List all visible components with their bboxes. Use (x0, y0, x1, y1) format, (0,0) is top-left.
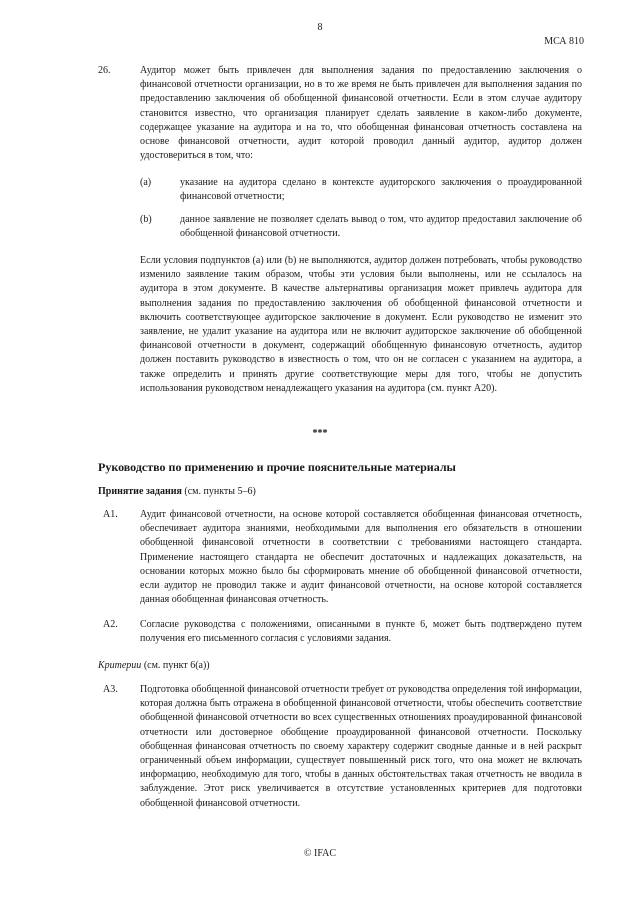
paragraph-26: Аудитор может быть привлечен для выполнения задания по предоставлению заключения о финансовой отчетности организации, но в то же время не быть привлечен для выполнения задания по предоставлению заключения об обобщенной финансовой отчетности. Если в этом случае аудитору становится известно, что организация планирует сделать заявление в каком-либо документе, содержащее указание на аудитора и на то, что обобщенная финансовая отчетность составлена на основе финансовой отчетности, аудит которой проводил данный аудитор, аудитор должен удостовериться в том, что: (140, 65, 582, 162)
subpoint-b-text: данное заявление не позволяет сделать вывод о том, что аудитор предоставил заключение об обобщенной финансовой отчетности. (180, 214, 582, 240)
paragraph-number-a3: A3. (103, 684, 118, 695)
paragraph-number-a2: A2. (103, 619, 118, 630)
paragraph-a1: Аудит финансовой отчетности, на основе которой составляется обобщенная финансовая отчетность, обеспечивает аудитора знаниями, необходимыми для выполнения его обязательств в отношении обобщенной финансовой отчетности в соответствии с требованиями настоящего стандарта. Применение настоящего стандарта не обеспечит достаточных и надлежащих доказательств, на основании которых можно было бы сформировать мнение об обобщенной финансовой отчетности, если аудитор не проводил также и аудит финансовой отчетности, на основе которой составляется данная обобщенная финансовая отчетность. (140, 509, 582, 606)
paragraph-number-a1: A1. (103, 509, 118, 520)
paragraph-a3: Подготовка обобщенной финансовой отчетности требует от руководства определения той информации, которая должна быть отражена в обобщенной финансовой отчетности, чтобы обеспечить соответствие обобщенной финансовой отчетности во всех существенных отношениях проаудированной финансовой отчетности или достоверное обобщение проаудированной финансовой отчетности. Поскольку обобщенная финансовая отчетность по своему характеру содержит сводные данные и в ней раскрыт ограниченный объем информации, существует повышенный риск того, что она может не включать информацию, необходимую для того, чтобы в данных обстоятельствах такая отчетность не вводила в заблуждение. Этот риск увеличивается в отсутствие установленных критериев для подготовки обобщенной финансовой отчетности. (140, 684, 582, 809)
paragraph-a2: Согласие руководства с положениями, описанными в пункте 6, может быть подтверждено путем получения его письменного согласия с условиями задания. (140, 619, 582, 645)
section-heading: Руководство по применению и прочие пояснительные материалы (98, 460, 456, 474)
subheading-acceptance (98, 486, 256, 497)
page-number: 8 (317, 22, 323, 33)
paragraph-number-26: 26. (98, 65, 111, 76)
subheading-criteria-title: Критерии (98, 660, 142, 671)
copyright-footer: © IFAC (303, 848, 337, 859)
subheading-criteria (98, 660, 210, 671)
subheading-criteria-ref: (см. пункт 6(a)) (141, 660, 210, 671)
subpoint-a-label: (a) (140, 177, 152, 188)
subheading-acceptance-ref: (см. пункты 5–6) (181, 486, 256, 497)
subpoint-a-text: указание на аудитора сделано в контексте аудиторского заключения о проаудированной финансовой отчетности; (180, 177, 582, 203)
section-separator: *** (312, 428, 328, 439)
subpoint-b-label: (b) (140, 214, 152, 225)
subheading-acceptance-title: Принятие задания (98, 486, 182, 497)
standard-code: МСА 810 (544, 36, 584, 47)
paragraph-26-continuation: Если условия подпунктов (a) или (b) не выполняются, аудитор должен потребовать, чтобы руководство изменило заявление таким образом, чтобы эти условия были выполнены, или не ссылалось на аудитора в этом документе. В качестве альтернативы организация может привлечь аудитора для выполнения задания по предоставлению заключения об обобщенной финансовой отчетности и включить соответствующее аудиторское заключение в документ. Если руководство не изменит это заявление, не удалит указание на аудитора или не включит аудиторское заключение об обобщенной финансовой отчетности в документ, содержащий обобщенную финансовую отчетность, аудитор должен поставить руководство в известность о том, что он не согласен с указанием на аудитора, а также определить и принять другие соответствующие меры для того, чтобы не допустить использования руководством ненадлежащего указания на аудитора (см. пункт A20). (140, 255, 582, 394)
